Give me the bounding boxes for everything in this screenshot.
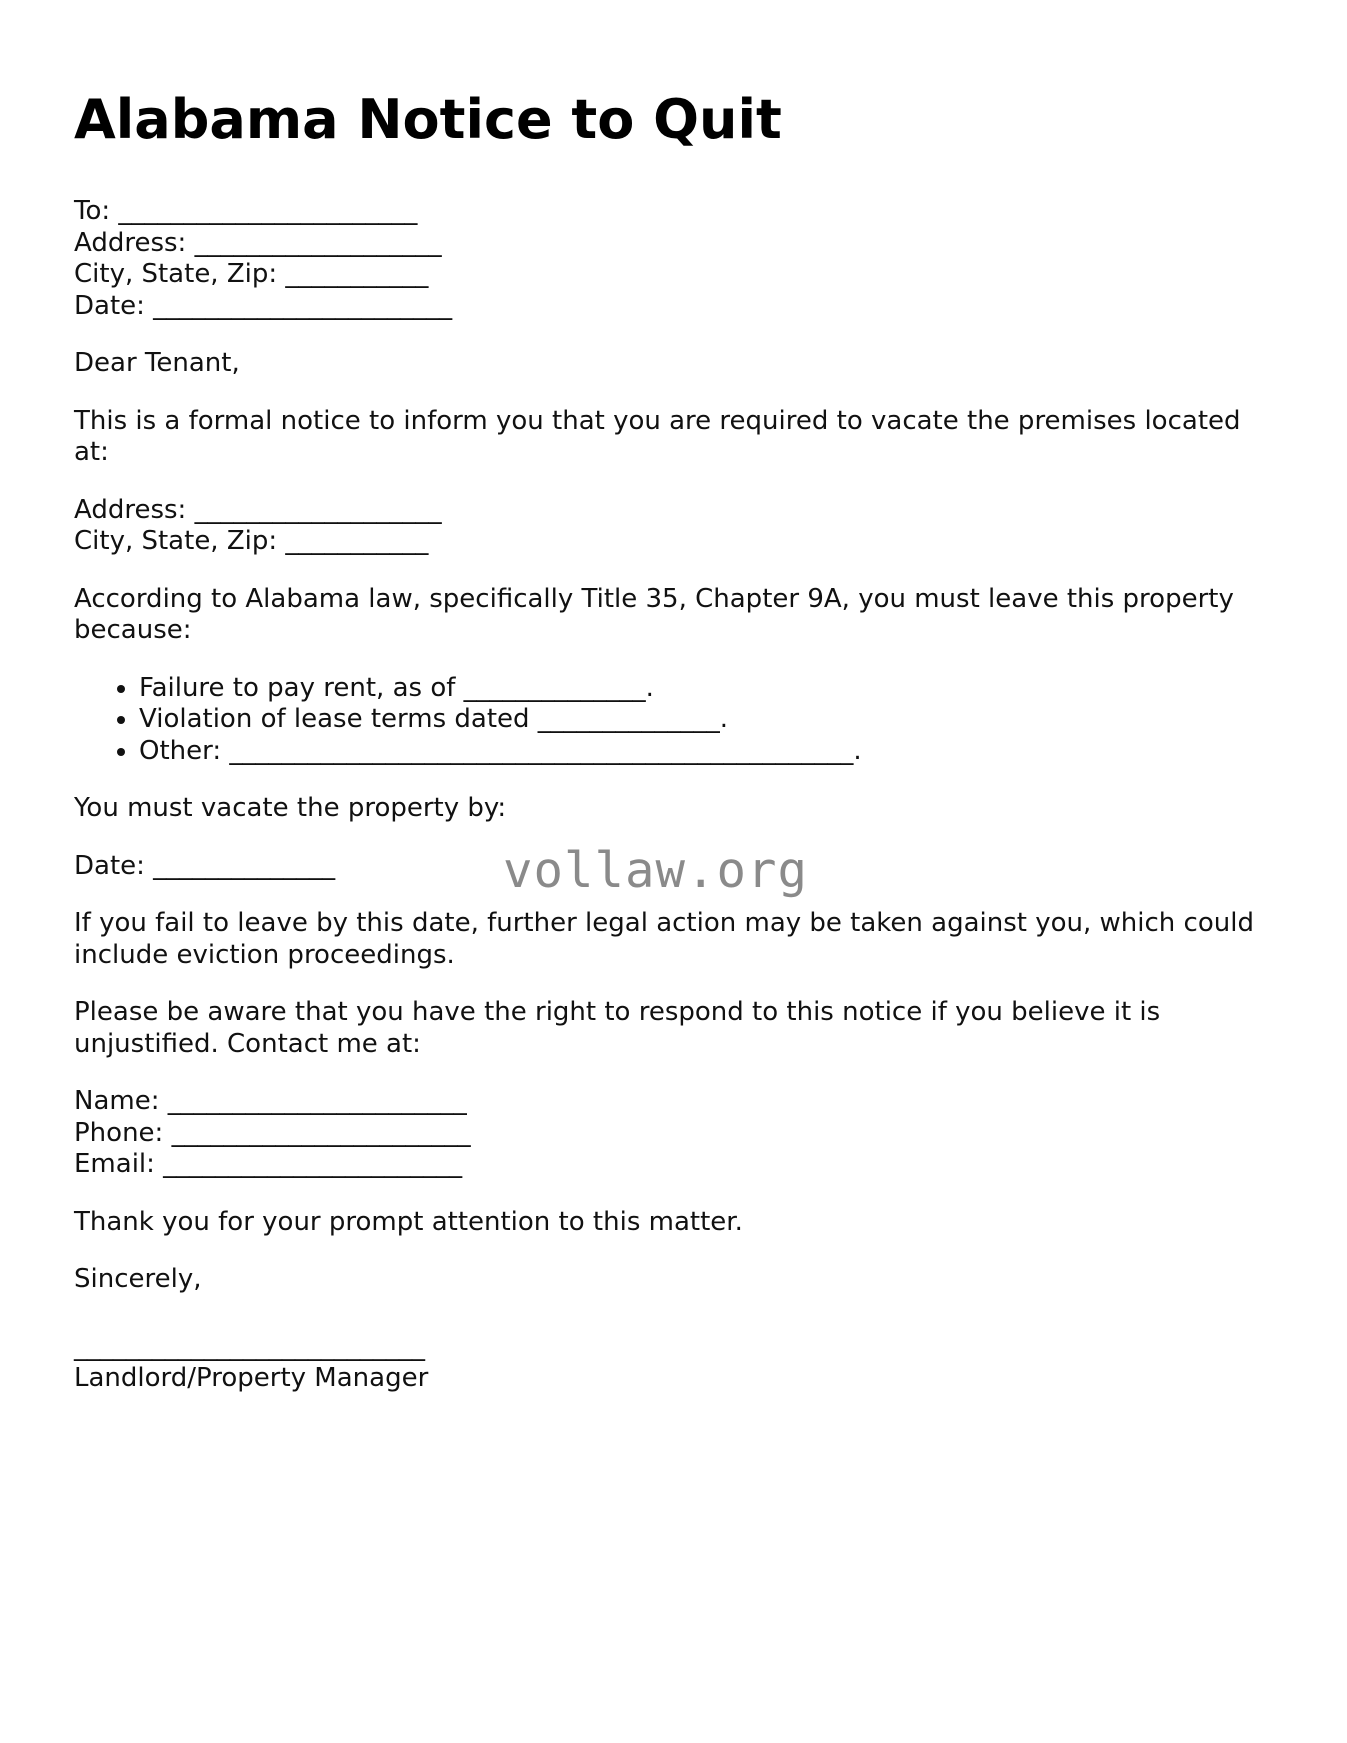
- intro-paragraph: This is a formal notice to inform you that you are required to vacate the premises located at:: [74, 405, 1241, 467]
- reason-lease-violation: • Violation of lease terms dated ______________.: [139, 704, 1274, 736]
- consequence-paragraph: If you fail to leave by this date, further legal action may be taken against you, which could include eviction proceedings.: [74, 908, 1254, 970]
- reasons-list: [74, 673, 1274, 768]
- premises-block: [74, 495, 1274, 558]
- premises-address-field: Address: ___________________: [74, 494, 442, 525]
- contact-phone-field: Phone: _______________________: [74, 1117, 471, 1148]
- closing: Sincerely,: [74, 1264, 202, 1294]
- vacate-by-paragraph: You must vacate the property by:: [74, 793, 507, 823]
- watermark: vollaw.org: [503, 842, 809, 899]
- thanks-paragraph: Thank you for your prompt attention to this matter.: [74, 1206, 743, 1237]
- reason-nonpayment: • Failure to pay rent, as of ______________.: [139, 673, 1274, 705]
- notice-document: [74, 88, 1274, 1421]
- contact-email-field: Email: _______________________: [74, 1149, 463, 1179]
- law-statement-paragraph: According to Alabama law, specifically Title 35, Chapter 9A, you must leave this property because:: [74, 583, 1234, 645]
- signature-line: ___________________________: [74, 1331, 425, 1362]
- page-title: Alabama Notice to Quit: [74, 88, 782, 151]
- vacate-date-field: Date: ______________: [74, 850, 336, 881]
- recipient-to-field: To: _______________________: [74, 196, 418, 226]
- reason-other: • Other: ________________________________________________.: [139, 736, 1274, 768]
- recipient-block: [74, 196, 1274, 322]
- signature-block: [74, 1332, 1274, 1395]
- contact-block: [74, 1086, 1274, 1181]
- recipient-date-field: Date: _______________________: [74, 290, 453, 321]
- rights-paragraph: Please be aware that you have the right to respond to this notice if you believe it is unjustified. Contact me at:: [74, 997, 1161, 1059]
- recipient-city-state-zip-field: City, State, Zip: ___________: [74, 259, 429, 289]
- salutation: Dear Tenant,: [74, 348, 240, 378]
- recipient-address-field: Address: ___________________: [74, 227, 442, 258]
- contact-name-field: Name: _______________________: [74, 1086, 467, 1116]
- premises-city-state-zip-field: City, State, Zip: ___________: [74, 526, 429, 556]
- signature-title: Landlord/Property Manager: [74, 1363, 429, 1393]
